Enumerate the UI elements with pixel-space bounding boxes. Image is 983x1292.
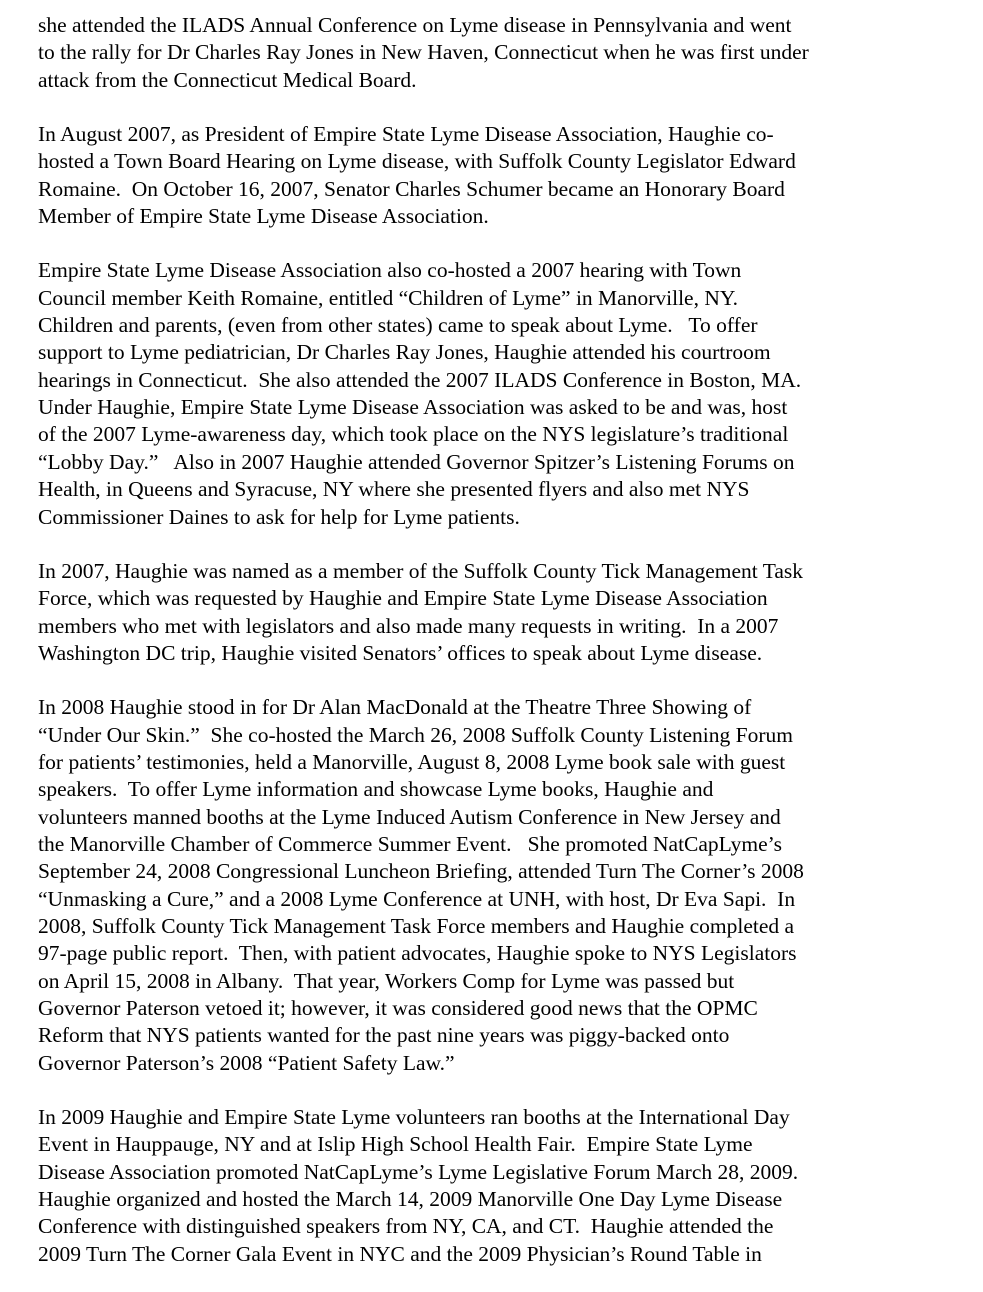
text-line: 2009 Turn The Corner Gala Event in NYC and the 2009 Physician’s Round Table in (38, 1241, 762, 1266)
paragraph-tick-task-force (38, 558, 983, 667)
text-line: In August 2007, as President of Empire State Lyme Disease Association, Haughie co- (38, 122, 774, 147)
text-line: she attended the ILADS Annual Conference on Lyme disease in Pennsylvania and went (38, 13, 792, 37)
paragraph-children-of-lyme (38, 257, 983, 530)
text-line: hearings in Connecticut. She also attended the 2007 ILADS Conference in Boston, MA. (38, 367, 802, 392)
text-line: Conference with distinguished speakers from NY, CA, and CT. Haughie attended the (38, 1214, 774, 1239)
text-line: to the rally for Dr Charles Ray Jones in New Haven, Connecticut when he was first under (38, 40, 809, 65)
text-line: Health, in Queens and Syracuse, NY where she presented flyers and also met NYS (38, 477, 750, 502)
text-line: hosted a Town Board Hearing on Lyme disease, with Suffolk County Legislator Edward (38, 149, 796, 174)
text-line: Council member Keith Romaine, entitled “Children of Lyme” in Manorville, NY. (38, 285, 738, 310)
text-line: September 24, 2008 Congressional Luncheon Briefing, attended Turn The Corner’s 2008 (38, 859, 804, 884)
text-line: of the 2007 Lyme-awareness day, which took place on the NYS legislature’s traditional (38, 422, 789, 447)
text-line: Washington DC trip, Haughie visited Senators’ offices to speak about Lyme disease. (38, 640, 763, 665)
text-line: Member of Empire State Lyme Disease Association. (38, 204, 489, 229)
paragraph-2009-events (38, 1104, 983, 1268)
text-line: In 2008 Haughie stood in for Dr Alan MacDonald at the Theatre Three Showing of (38, 695, 752, 720)
text-line: Governor Paterson’s 2008 “Patient Safety Law.” (38, 1050, 455, 1075)
text-line: on April 15, 2008 in Albany. That year, Workers Comp for Lyme was passed but (38, 968, 735, 993)
paragraph-ilads-conference (38, 12, 983, 94)
text-line: speakers. To offer Lyme information and showcase Lyme books, Haughie and (38, 777, 714, 802)
text-line: for patients’ testimonies, held a Manorville, August 8, 2008 Lyme book sale with guest (38, 749, 786, 774)
text-line: Children and parents, (even from other states) came to speak about Lyme. To offer (38, 313, 758, 338)
text-line: “Lobby Day.” Also in 2007 Haughie attended Governor Spitzer’s Listening Forums on (38, 449, 795, 474)
text-line: Haughie organized and hosted the March 14, 2009 Manorville One Day Lyme Disease (38, 1187, 783, 1212)
text-line: attack from the Connecticut Medical Board. (38, 67, 417, 92)
text-line: In 2009 Haughie and Empire State Lyme volunteers ran booths at the International Day (38, 1105, 790, 1130)
text-line: Event in Hauppauge, NY and at Islip High School Health Fair. Empire State Lyme (38, 1132, 753, 1157)
text-line: Romaine. On October 16, 2007, Senator Charles Schumer became an Honorary Board (38, 176, 785, 201)
text-line: support to Lyme pediatrician, Dr Charles Ray Jones, Haughie attended his courtroom (38, 340, 771, 365)
text-line: Force, which was requested by Haughie and Empire State Lyme Disease Association (38, 586, 768, 611)
text-line: the Manorville Chamber of Commerce Summer Event. She promoted NatCapLyme’s (38, 831, 782, 856)
text-line: Empire State Lyme Disease Association also co-hosted a 2007 hearing with Town (38, 258, 742, 283)
text-line: In 2007, Haughie was named as a member of the Suffolk County Tick Management Task (38, 558, 804, 583)
text-line: “Unmasking a Cure,” and a 2008 Lyme Conference at UNH, with host, Dr Eva Sapi. In (38, 886, 796, 911)
text-line: volunteers manned booths at the Lyme Induced Autism Conference in New Jersey and (38, 804, 781, 829)
text-line: Governor Paterson vetoed it; however, it was considered good news that the OPMC (38, 996, 758, 1020)
text-line: “Under Our Skin.” She co-hosted the March 26, 2008 Suffolk County Listening Forum (38, 722, 793, 747)
paragraph-2008-events (38, 694, 983, 1077)
text-line: Under Haughie, Empire State Lyme Disease Association was asked to be and was, host (38, 395, 788, 420)
text-line: Commissioner Daines to ask for help for Lyme patients. (38, 504, 520, 529)
text-line: 2008, Suffolk County Tick Management Task Force members and Haughie completed a (38, 913, 795, 938)
text-line: members who met with legislators and also made many requests in writing. In a 2007 (38, 613, 779, 638)
text-line: 97-page public report. Then, with patient advocates, Haughie spoke to NYS Legislators (38, 941, 797, 966)
paragraph-august-2007 (38, 121, 983, 230)
text-line: Reform that NYS patients wanted for the past nine years was piggy-backed onto (38, 1023, 730, 1048)
text-line: Disease Association promoted NatCapLyme’s Lyme Legislative Forum March 28, 2009. (38, 1159, 799, 1184)
